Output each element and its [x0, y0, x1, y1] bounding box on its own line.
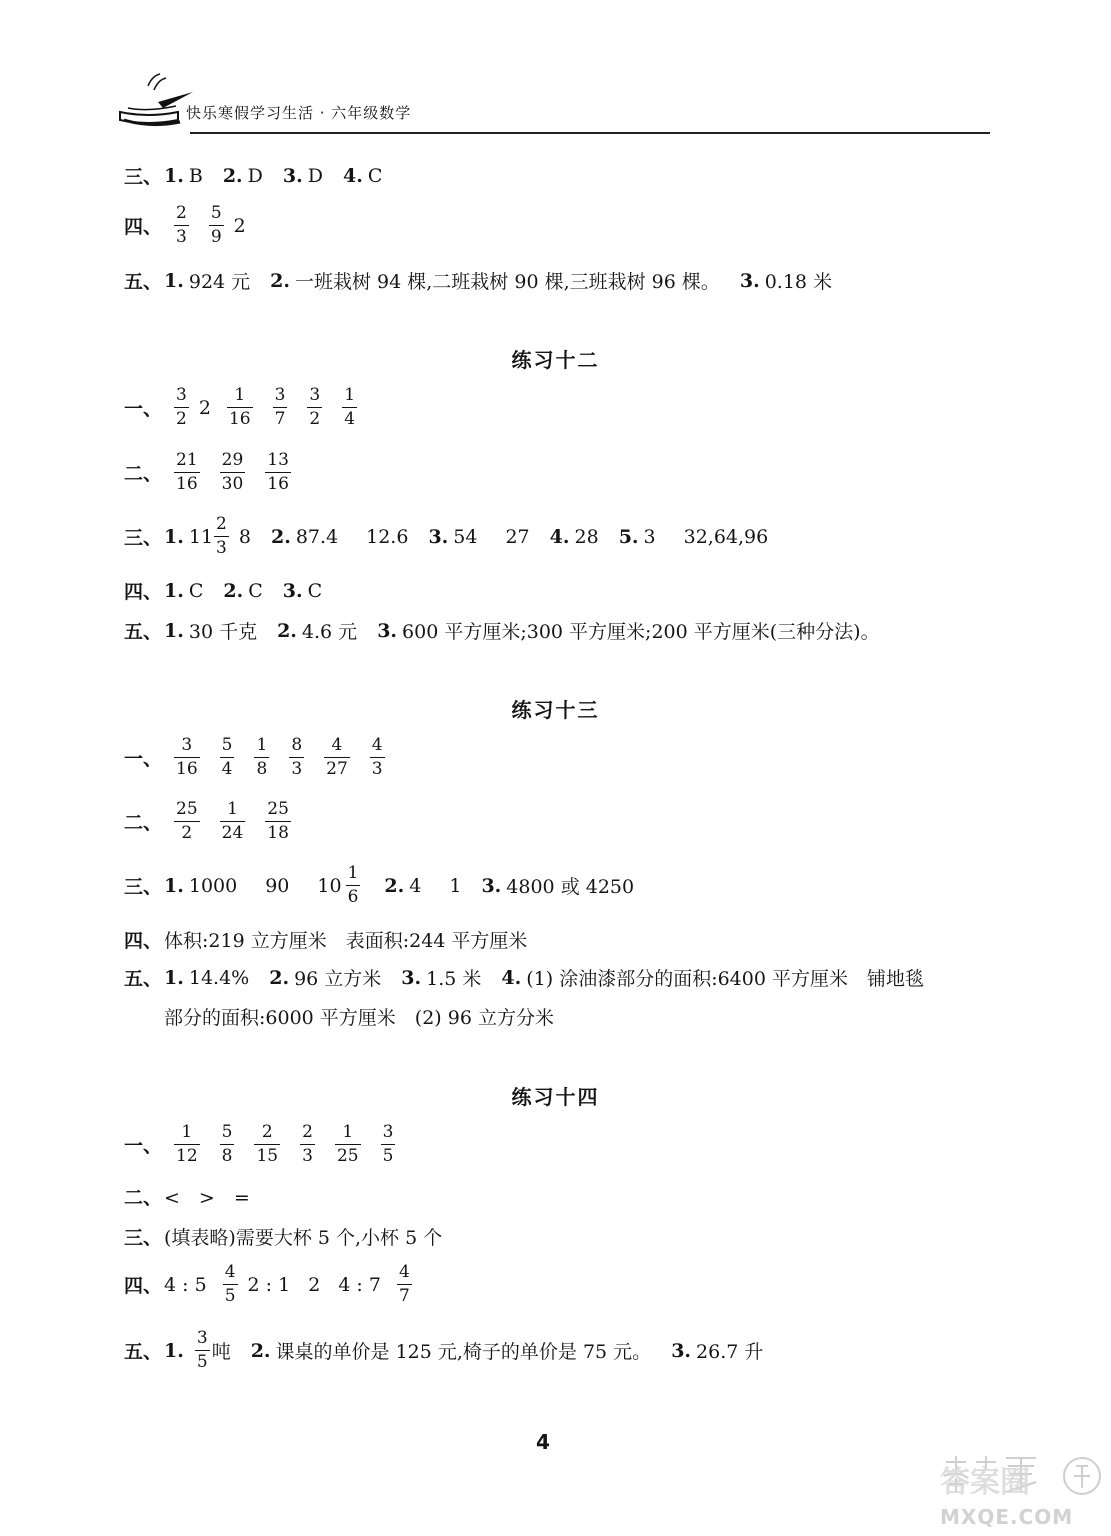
fraction: $\frac{3}{16}$ [176, 735, 198, 780]
fraction: $\frac{1}{12}$ [176, 1122, 198, 1167]
item-number: 3. [401, 966, 422, 989]
question-label: 三、 [124, 1227, 163, 1249]
answer-value: 2 [308, 1273, 321, 1296]
question-label: 二、 [124, 1187, 163, 1209]
fraction: $\frac{4}{7}$ [398, 1262, 410, 1307]
item-number: 2. [222, 164, 243, 187]
fraction: $\frac{3}{5}$ [196, 1328, 208, 1373]
fraction: $\frac{1}{24}$ [221, 799, 244, 844]
answer-line [124, 799, 301, 844]
question-label: 五、 [124, 621, 163, 643]
item-number: 3. [739, 269, 760, 292]
section-title: 练习十二 [511, 348, 600, 372]
answer-value: 2 : 1 [247, 1273, 291, 1296]
answer-value: D [307, 164, 323, 187]
question-label: 一、 [124, 398, 163, 421]
answer-value: 96 立方米 [294, 968, 382, 990]
answer-value: 8 [238, 525, 251, 548]
answer-value: 32,64,96 [683, 525, 769, 548]
answer-continuation: 部分的面积:6000 平方厘米 (2) 96 立方分米 [164, 1007, 554, 1029]
answer-value: 54 [453, 525, 478, 548]
answer-value: 2 [198, 396, 211, 419]
answer-line [124, 1183, 256, 1210]
answer-value: 14.4% [188, 966, 250, 989]
item-number: 2. [384, 874, 405, 897]
watermark-top-text: 答案圈 [940, 1465, 1030, 1500]
header-title: 快乐寒假学习生活 · 六年级数学 [186, 104, 412, 122]
item-number: 1. [164, 164, 184, 187]
item-number: 1. [164, 874, 184, 897]
answer-value: 4 : 5 [164, 1273, 207, 1296]
fraction: $\frac{2}{3}$ [216, 514, 227, 559]
answer-value: 27 [505, 525, 530, 548]
answer-value: 30 千克 [188, 621, 258, 643]
fraction: $\frac{3}{7}$ [274, 385, 286, 430]
item-number: 4. [549, 525, 570, 548]
answer-value: 90 [265, 874, 290, 897]
answer-value: 体积:219 立方厘米 表面积:244 平方厘米 [164, 930, 528, 952]
section-title: 练习十四 [511, 1085, 600, 1109]
item-number: 2. [269, 966, 290, 989]
item-number: 2. [277, 619, 297, 642]
question-label: 二、 [124, 463, 163, 486]
answer-line [124, 577, 328, 604]
answer-value: C [367, 164, 383, 187]
question-label: 一、 [124, 748, 163, 771]
page-number: 4 [536, 1430, 550, 1454]
fraction: $\frac{4}{3}$ [371, 735, 383, 780]
fraction: $\frac{5}{4}$ [221, 735, 233, 780]
fraction: $\frac{1}{25}$ [336, 1122, 359, 1167]
answer-line [124, 203, 252, 248]
item-number: 4. [501, 966, 522, 989]
answer-line [124, 1223, 448, 1250]
answer-value: 一班栽树 94 棵,二班栽树 90 棵,三班栽树 96 棵。 [295, 271, 720, 293]
question-label: 三、 [124, 166, 163, 188]
watermark-logo [936, 1452, 1106, 1532]
item-number: 3. [671, 1339, 692, 1362]
item-number: 2. [270, 269, 291, 292]
fraction: $\frac{5}{9}$ [210, 203, 222, 248]
answer-value: 4 : 7 [338, 1273, 381, 1296]
answer-line [124, 385, 367, 430]
fraction: $\frac{4}{5}$ [224, 1262, 236, 1307]
answer-line [124, 1262, 422, 1307]
answer-line [124, 735, 395, 780]
answer-value: 4.6 元 [301, 621, 358, 643]
answer-value: 12.6 [366, 525, 409, 548]
answer-value: 4800 或 4250 [506, 876, 635, 899]
answer-value: 1000 [188, 874, 238, 897]
question-label: 四、 [124, 1275, 163, 1298]
question-label: 四、 [124, 216, 163, 239]
item-number: 2. [250, 1339, 271, 1362]
answer-line [124, 964, 930, 991]
fraction: $\frac{3}{2}$ [176, 385, 187, 430]
item-number: 1. [164, 619, 184, 642]
fraction: $\frac{3}{5}$ [382, 1122, 394, 1167]
question-label: 五、 [124, 968, 163, 990]
answer-value: 1 [449, 874, 462, 897]
answer-line [124, 450, 301, 495]
answer-value: 87.4 [295, 525, 339, 548]
question-label: 一、 [124, 1135, 163, 1158]
answer-value: (1) 涂油漆部分的面积:6400 平方厘米 铺地毯 [526, 968, 924, 990]
item-number: 2. [223, 579, 244, 602]
answer-value: 2 [233, 214, 246, 237]
answer-value: 26.7 升 [696, 1341, 764, 1364]
answer-value: < > = [164, 1187, 250, 1209]
answer-value: D [247, 164, 263, 187]
answer-value: 4 [409, 874, 422, 897]
question-label: 五、 [124, 271, 163, 293]
item-number: 3. [377, 619, 398, 642]
fraction: $\frac{21}{16}$ [176, 450, 198, 495]
item-number: 1. [164, 966, 184, 989]
fraction: $\frac{25}{18}$ [267, 799, 289, 844]
fraction: $\frac{13}{16}$ [267, 450, 289, 495]
answer-value: 课桌的单价是 125 元,椅子的单价是 75 元。 [275, 1341, 652, 1364]
fraction: $\frac{25}{2}$ [176, 799, 198, 844]
watermark-text: MXQE.COM [940, 1505, 1074, 1529]
answer-value: 28 [574, 525, 599, 548]
answer-line [124, 1122, 405, 1167]
fraction: $\frac{4}{27}$ [326, 735, 348, 780]
fraction: $\frac{2}{3}$ [176, 203, 187, 248]
answer-line [124, 617, 886, 644]
answer-value: 600 平方厘米;300 平方厘米;200 平方厘米(三种分法)。 [402, 621, 880, 643]
fraction: $\frac{2}{3}$ [302, 1122, 313, 1167]
item-number: 3. [282, 164, 303, 187]
fraction: $\frac{29}{30}$ [221, 450, 244, 495]
fraction: $\frac{8}{3}$ [291, 735, 303, 780]
page-header [118, 72, 990, 138]
answer-line [124, 267, 838, 294]
answer-value: C [307, 579, 323, 602]
answer-value: (填表略)需要大杯 5 个,小杯 5 个 [164, 1227, 443, 1249]
item-number: 2. [270, 525, 291, 548]
answer-line [124, 162, 388, 189]
fraction: $\frac{2}{15}$ [256, 1122, 279, 1167]
fraction: $\frac{1}{8}$ [256, 735, 268, 780]
section-title: 练习十三 [511, 698, 600, 722]
answer-value: 10 [317, 874, 342, 897]
question-label: 五、 [124, 1341, 163, 1364]
answer-line [124, 863, 640, 908]
question-label: 三、 [124, 527, 163, 550]
fraction: $\frac{1}{4}$ [344, 385, 356, 430]
answer-value: C [188, 579, 204, 602]
answer-value: 1.5 米 [426, 968, 482, 990]
item-number: 4. [342, 164, 363, 187]
answer-line [124, 1328, 769, 1373]
item-number: 1. [164, 1339, 184, 1362]
question-label: 四、 [124, 581, 163, 603]
fraction: $\frac{1}{16}$ [228, 385, 251, 430]
fraction: $\frac{3}{2}$ [309, 385, 321, 430]
answer-value: 924 元 [188, 271, 251, 293]
item-number: 3. [481, 874, 502, 897]
fraction: $\frac{1}{6}$ [347, 863, 359, 908]
item-number: 3. [282, 579, 303, 602]
item-number: 1. [164, 269, 184, 292]
answer-value: 吨 [211, 1341, 231, 1364]
question-label: 三、 [124, 876, 163, 899]
answer-value: C [248, 579, 263, 602]
fraction: $\frac{5}{8}$ [221, 1122, 233, 1167]
item-number: 5. [618, 525, 639, 548]
answer-value: B [188, 164, 203, 187]
item-number: 1. [164, 579, 184, 602]
question-label: 四、 [124, 930, 163, 952]
answer-value: 11 [188, 525, 214, 548]
header-rule [190, 132, 990, 134]
answer-value: 3 [643, 525, 656, 548]
item-number: 1. [164, 525, 184, 548]
answer-line [124, 514, 774, 559]
answer-line [124, 926, 533, 953]
question-label: 二、 [124, 812, 163, 835]
item-number: 3. [428, 525, 449, 548]
answer-value: 0.18 米 [764, 271, 833, 293]
